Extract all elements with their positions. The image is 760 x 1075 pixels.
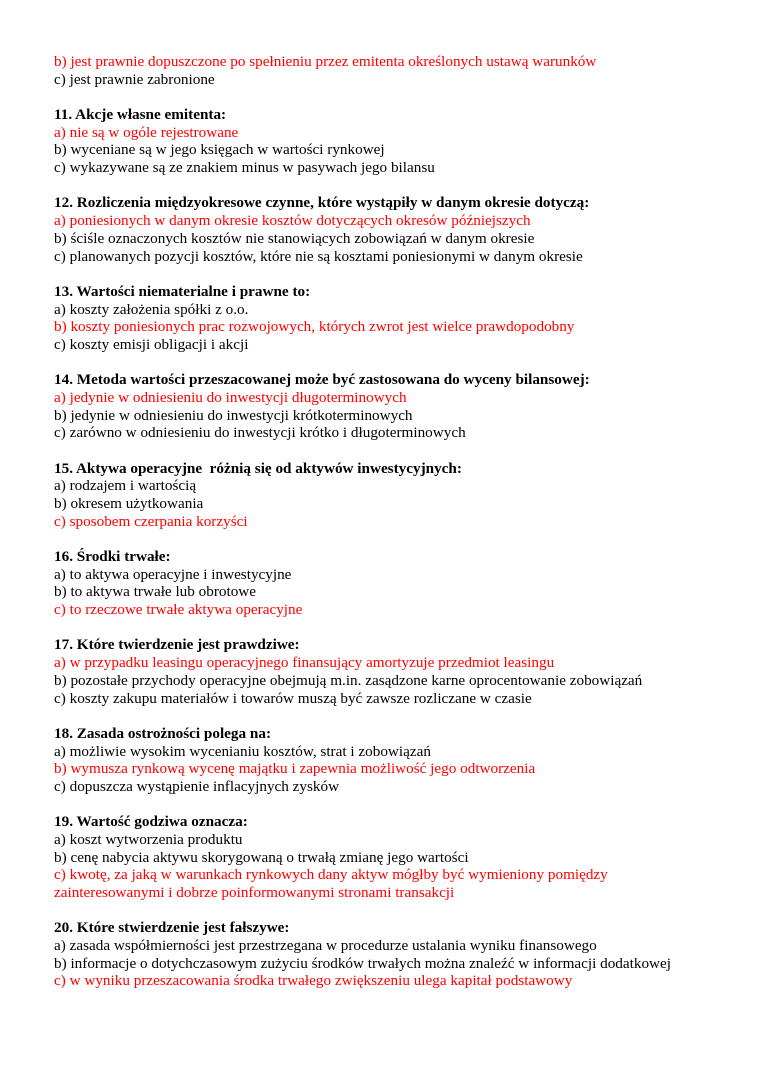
question-title: 20. Które stwierdzenie jest fałszywe: [54,919,290,937]
answer-option: b) informacje o dotychczasowym zużyciu środków trwałych można znaleźć w informacji dodatkowej [54,954,671,972]
answer-option: a) zasada współmierności jest przestrzegana w procedurze ustalania wyniku finansowego [54,937,597,955]
intro-fragment [54,53,734,88]
answer-option: c) koszty emisji obligacji i akcji [54,335,249,353]
question-12 [54,194,734,265]
question-title: 19. Wartość godziwa oznacza: [54,813,248,831]
answer-option-correct: b) wymusza rynkową wycenę majątku i zapewnia możliwość jego odtworzenia [54,760,536,778]
question-17 [54,636,734,707]
question-title: 16. Środki trwałe: [54,548,171,566]
answer-option: c) koszty zakupu materiałów i towarów muszą być zawsze rozliczane w czasie [54,689,532,707]
answer-option: a) rodzajem i wartością [54,477,197,495]
question-15 [54,460,734,531]
answer-option-correct: c) to rzeczowe trwałe aktywa operacyjne [54,601,303,619]
answer-option-correct: c) sposobem czerpania korzyści [54,512,248,530]
answer-option-correct: c) kwotę, za jaką w warunkach rynkowych dany aktyw mógłby być wymieniony pomiędzy zainteresowanymi i dobrze poinformowanymi stronami transakcji [54,866,608,902]
question-title: 13. Wartości niematerialne i prawne to: [54,282,311,300]
answer-option: a) to aktywa operacyjne i inwestycyjne [54,565,292,583]
answer-option-correct: c) w wyniku przeszacowania środka trwałego zwiększeniu ulega kapitał podstawowy [54,972,573,990]
answer-option: c) wykazywane są ze znakiem minus w pasywach jego bilansu [54,159,435,177]
question-11 [54,106,734,177]
answer-option: b) cenę nabycia aktywu skorygowaną o trwałą zmianę jego wartości [54,848,469,866]
answer-option: b) ściśle oznaczonych kosztów nie stanowiących zobowiązań w danym okresie [54,229,535,247]
question-title: 18. Zasada ostrożności polega na: [54,724,272,742]
question-title: 15. Aktywa operacyjne różnią się od aktywów inwestycyjnych: [54,459,462,477]
answer-option: b) okresem użytkowania [54,495,204,513]
answer-option-correct: b) koszty poniesionych prac rozwojowych, których zwrot jest wielce prawdopodobny [54,318,575,336]
question-16 [54,548,734,619]
answer-option-correct: a) nie są w ogóle rejestrowane [54,123,239,141]
answer-option-correct: a) poniesionych w danym okresie kosztów dotyczących okresów późniejszych [54,212,531,230]
answer-option: c) zarówno w odniesieniu do inwestycji krótko i długoterminowych [54,424,466,442]
answer-option: a) koszty założenia spółki z o.o. [54,300,249,318]
question-13 [54,283,734,354]
document-page [54,53,734,990]
answer-option: b) to aktywa trwałe lub obrotowe [54,583,257,601]
answer-option: b) wyceniane są w jego księgach w wartości rynkowej [54,141,385,159]
answer-option-correct: a) w przypadku leasingu operacyjnego finansujący amortyzuje przedmiot leasingu [54,654,555,672]
question-title: 12. Rozliczenia międzyokresowe czynne, które wystąpiły w danym okresie dotyczą: [54,194,590,212]
answer-option: b) pozostałe przychody operacyjne obejmują m.in. zasądzone karne oprocentowanie zobowiązań [54,671,643,689]
question-title: 14. Metoda wartości przeszacowanej może być zastosowana do wyceny bilansowej: [54,371,590,389]
answer-option-correct: b) jest prawnie dopuszczone po spełnieniu przez emitenta określonych ustawą warunków [54,53,597,70]
answer-option-correct: a) jedynie w odniesieniu do inwestycji długoterminowych [54,388,407,406]
question-18 [54,725,734,796]
question-14 [54,371,734,442]
question-20 [54,919,734,990]
answer-option: c) dopuszcza wystąpienie inflacyjnych zysków [54,777,340,795]
question-title: 17. Które twierdzenie jest prawdziwe: [54,636,300,654]
answer-option: c) jest prawnie zabronione [54,70,215,88]
question-19 [54,813,734,902]
answer-option: b) jedynie w odniesieniu do inwestycji krótkoterminowych [54,406,413,424]
answer-option: a) koszt wytworzenia produktu [54,830,243,848]
answer-option: a) możliwie wysokim wycenianiu kosztów, strat i zobowiązań [54,742,431,760]
question-title: 11. Akcje własne emitenta: [54,106,227,123]
answer-option: c) planowanych pozycji kosztów, które nie są kosztami poniesionymi w danym okresie [54,247,583,265]
